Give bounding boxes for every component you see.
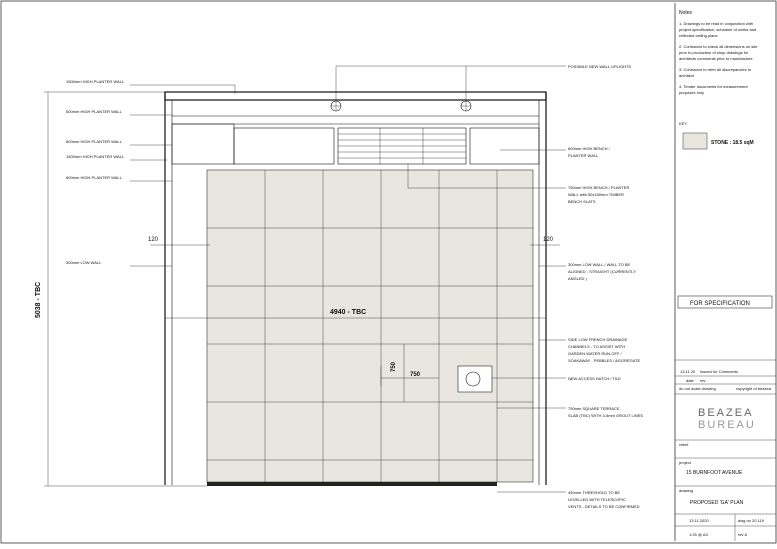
hatch-dim-v-label: 750 xyxy=(391,361,397,372)
note-4b: purposes only xyxy=(679,90,704,95)
label-threshold-2: LEVELLED WITH TELESCOPIC xyxy=(568,497,626,502)
label-hatch: NEW ACCESS HATCH / TILE xyxy=(568,376,621,381)
note-2b: prior to production of shop drawings for xyxy=(679,50,749,55)
label-drainage-3: GARDEN WATER RUN-OFF / xyxy=(568,351,622,356)
revision-description: Issued for Comments xyxy=(700,369,739,374)
label-lowwall-1: 300mm LOW WALL / WALL TO BE xyxy=(568,262,631,267)
left-label-4: 1500mm HIGH PLANTER WALL xyxy=(66,154,125,159)
label-lowwall-2: ALIGNED - STRAIGHT (CURRENTLY xyxy=(568,269,636,274)
label-terrace-2: SLAB (TBC) WITH 3-5mm GROUT LINES xyxy=(568,413,644,418)
note-1b: project specification, schedule of works and xyxy=(679,27,757,32)
left-label-2: 600mm HIGH PLANTER WALL xyxy=(66,109,122,114)
dwg-no: dwg no 20.119 xyxy=(738,518,764,523)
uplight-right-icon xyxy=(461,101,471,111)
access-hatch xyxy=(458,366,492,392)
width-dim-label: 4940 - TBC xyxy=(330,309,367,316)
key-title: KEY xyxy=(679,121,688,126)
project-label: project xyxy=(679,460,692,465)
left-label-1: 1500mm HIGH PLANTER WALL xyxy=(66,79,125,84)
key-stone-label: STONE : 18.5 sqM xyxy=(711,140,754,146)
uplight-left-icon xyxy=(331,101,341,111)
note-3a: 3. Contractor to refer all discrepancies to xyxy=(679,67,752,72)
revision-rev-col: rev xyxy=(700,378,706,383)
copyright-note: copyright of beazea xyxy=(736,386,771,391)
terrace-slab-area xyxy=(207,170,533,482)
notes-title: Notes xyxy=(679,10,693,16)
date-value: 13.11.2020 xyxy=(689,518,709,523)
depth-dim-label: 5038 - TBC xyxy=(35,281,42,318)
label-drainage-4: SOAKAWAY - PEBBLES / AGGREGATE xyxy=(568,358,641,363)
note-1c: reflected ceiling plans xyxy=(679,33,718,38)
label-uplights: POSSIBLE NEW WALL UPLIGHTS xyxy=(568,64,632,69)
brand-line-1: BEAZEA xyxy=(698,407,754,419)
note-4a: 4. Tender documents for measurement xyxy=(679,84,748,89)
scale-value: 1:25 @ A3 xyxy=(689,532,708,537)
left-label-6: 300mm LOW WALL xyxy=(66,260,102,265)
project-value: 15 BURNFOOT AVENUE xyxy=(686,470,743,476)
label-bench-600-2: PLANTER WALL xyxy=(568,153,599,158)
key-stone-swatch xyxy=(683,133,707,149)
status-label: FOR SPECIFICATION xyxy=(690,301,750,307)
label-threshold-3: VENTS - DETAILS TO BE CONFIRMED xyxy=(568,504,640,509)
offset-right-label: 120 xyxy=(543,237,554,243)
note-3b: architect xyxy=(679,73,695,78)
label-bench-750-1: 750mm HIGH BENCH / PLANTER xyxy=(568,185,630,190)
label-drainage-1: SIDE LOW FRENCH DRAINAGE xyxy=(568,337,628,342)
label-threshold-1: 450mm THRESHOLD TO BE xyxy=(568,490,621,495)
left-label-3: 600mm HIGH PLANTER WALL xyxy=(66,139,122,144)
label-lowwall-3: ANGLED ) xyxy=(568,276,587,281)
client-label: client xyxy=(679,442,689,447)
drawing-value: PROPOSED 'GA' PLAN xyxy=(690,500,744,506)
scale-note: do not scale drawing xyxy=(679,386,716,391)
label-bench-750-2: WALL with 50x150mm TIMBER xyxy=(568,192,624,197)
brand-line-2: BUREAU xyxy=(698,419,756,431)
label-bench-600-1: 600mm HIGH BENCH / xyxy=(568,146,610,151)
note-1a: 1. Drawings to be read in conjunction with xyxy=(679,21,754,26)
revision-date-col: date xyxy=(686,378,694,383)
rev-value: rev A xyxy=(738,532,748,537)
offset-left-label: 120 xyxy=(148,237,159,243)
label-drainage-2: CHANNELS - TO ASSIST WITH xyxy=(568,344,626,349)
note-2c: architects comments prior to manufacture xyxy=(679,56,753,61)
hatch-dim-h-label: 750 xyxy=(410,372,421,378)
left-label-5: 600mm HIGH PLANTER WALL xyxy=(66,175,122,180)
label-bench-750-3: BENCH SLATS xyxy=(568,199,596,204)
threshold xyxy=(207,482,497,486)
drawing-label: drawing xyxy=(679,488,694,493)
note-2a: 2. Contractor to check all dimensions on site xyxy=(679,44,758,49)
revision-code: 13.11.20 xyxy=(680,369,696,374)
label-terrace-1: 750mm SQUARE TERRACE xyxy=(568,406,620,411)
